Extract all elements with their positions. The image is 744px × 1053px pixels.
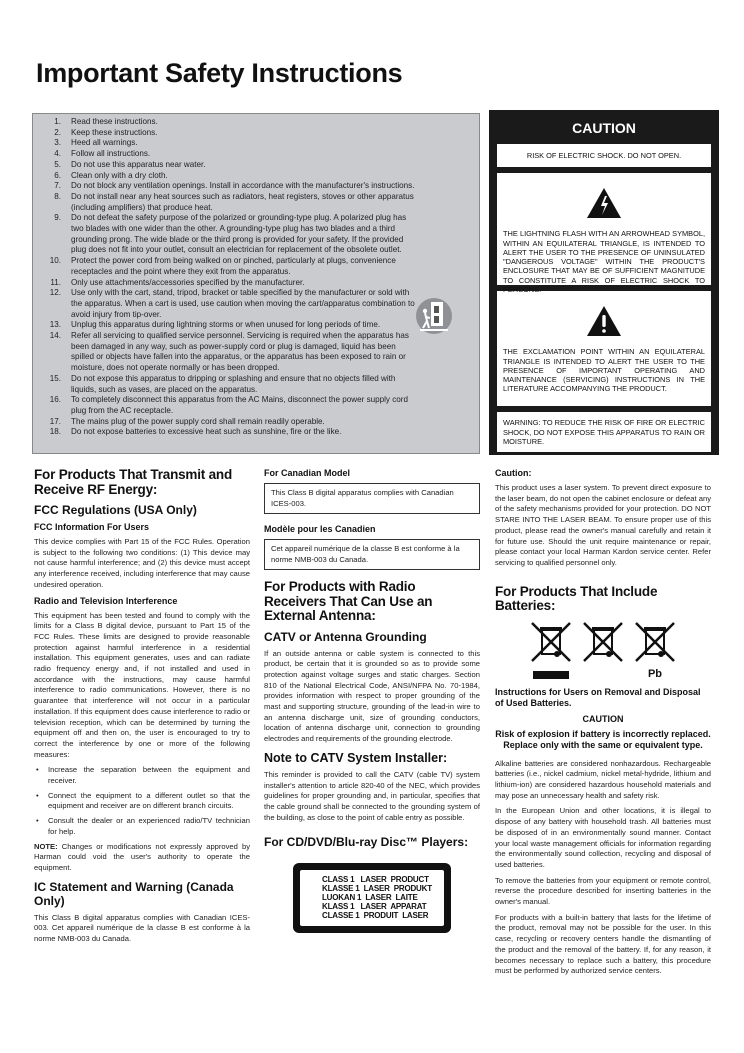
disposal-heading: Instructions for Users on Removal and Disposal of Used Batteries. bbox=[495, 686, 701, 708]
instruction-item bbox=[41, 128, 471, 139]
instruction-number: 1. bbox=[54, 117, 61, 126]
crossed-bin-icon bbox=[581, 620, 625, 664]
instruction-text: Read these instructions. bbox=[71, 117, 158, 126]
exclamation-warning-section bbox=[497, 291, 711, 406]
instruction-number: 2. bbox=[54, 127, 61, 137]
instruction-text: Only use attachments/accessories specified by the manufacturer. bbox=[71, 277, 305, 287]
laser-label-line: CLASSE 1 PRODUIT LASER bbox=[322, 911, 429, 921]
instruction-item bbox=[41, 117, 471, 128]
laser-caution-heading: Caution: bbox=[495, 468, 532, 478]
column-laser-batteries bbox=[495, 468, 711, 982]
crossed-bin-icon bbox=[529, 620, 573, 664]
instruction-text: Keep these instructions. bbox=[71, 127, 158, 137]
instruction-number: 15. bbox=[49, 373, 61, 383]
instruction-text: Do not use this apparatus near water. bbox=[71, 159, 206, 169]
instruction-text: The mains plug of the power supply cord shall remain readily operable. bbox=[71, 416, 325, 426]
instruction-number: 5. bbox=[54, 159, 61, 169]
laser-label-line: CLASS 1 LASER PRODUCT bbox=[322, 875, 429, 885]
measure-item: • Consult the dealer or an experienced radio/TV technician for help. bbox=[34, 816, 250, 837]
instruction-number: 16. bbox=[49, 395, 61, 405]
lightning-triangle-icon bbox=[586, 187, 622, 219]
instruction-number: 3. bbox=[54, 138, 61, 148]
radio-tv-interference-text: This equipment has been tested and found to comply with the limits for a Class B digital device, pursuant to Part 15 of the FCC Rules. These limits are designed to provide reasonable protection against harmful interference in a residential installation. This equipment generates, uses and can radiate radio frequency energy and, if not installed and used in accordance with the instructions, may cause harmful interference to radio communications. However, there is no guarantee that interference will not occur in a particular installation. If this equipment does cause interference to radio or television reception, which can be determined by turning the equipment off and then on, the user is encouraged to try to correct the interference by one or more of the following measures: bbox=[34, 610, 250, 759]
note-text: Changes or modifications not expressly approved by Harman could void the user's authority to operate the equipment. bbox=[34, 841, 250, 872]
instruction-number: 7. bbox=[54, 181, 61, 191]
instruction-number: 17. bbox=[49, 416, 61, 426]
exclamation-warning-text: THE EXCLAMATION POINT WITHIN AN EQUILATERAL TRIANGLE IS INTENDED TO ALERT THE USER TO THE PRESENCE OF IMPORTANT OPERATING AND MAINTENANCE (SERVICING) INSTRUCTIONS IN THE LITERATURE ACCOMPANYING THE PRODUCT. bbox=[503, 347, 705, 394]
rf-energy-heading: For Products That Transmit and Receive RF Energy: bbox=[34, 467, 233, 497]
crossed-bin-icon bbox=[633, 620, 677, 664]
disc-players-heading: For CD/DVD/Blu-ray Disc™ Players: bbox=[264, 835, 469, 850]
instruction-number: 11. bbox=[50, 277, 61, 287]
caution-title: CAUTION bbox=[572, 120, 636, 136]
note-label: NOTE: bbox=[34, 841, 58, 851]
interference-measures-list bbox=[34, 765, 250, 837]
ic-statement-text: This Class B digital apparatus complies with Canadian ICES-003. Cet appareil numérique de la classe B est conforme à la norme NMB-003 du Canada. bbox=[34, 912, 250, 944]
battery-paragraph: In the European Union and other locations, it is illegal to dispose of any battery with household trash. All batteries must be disposed of in an environmentally sound manner. Contact your local waste management officials for information regarding the environmentally sound collection, recycling and disposal of used batteries. bbox=[495, 806, 711, 869]
radio-receivers-heading: For Products with Radio Receivers That Can Use an External Antenna: bbox=[264, 579, 433, 623]
cart-tipover-warning-icon bbox=[414, 296, 454, 336]
fcc-info-text: This device complies with Part 15 of the FCC Rules. Operation is subject to the following two conditions: (1) This device may not cause harmful interference; and (2) this device must accept any interference received, including interference that may cause undesired operation. bbox=[34, 537, 250, 589]
instruction-item bbox=[41, 374, 471, 395]
instruction-text: Do not expose this apparatus to dripping or splashing and ensure that no objects filled with liquids, such as vases, are placed on the apparatus. bbox=[71, 373, 396, 394]
instruction-item bbox=[41, 256, 471, 277]
recycling-symbols bbox=[495, 620, 711, 679]
fire-shock-warning-text: WARNING: TO REDUCE THE RISK OF FIRE OR ELECTRIC SHOCK, DO NOT EXPOSE THIS APPARATUS TO RAIN OR MOISTURE. bbox=[497, 412, 711, 452]
lead-pb-label: Pb bbox=[647, 667, 663, 680]
instruction-text: Clean only with a dry cloth. bbox=[71, 170, 168, 180]
instruction-number: 13. bbox=[49, 320, 61, 330]
explosion-warning: Risk of explosion if battery is incorrectly replaced. Replace only with the same or equivalent type. bbox=[495, 728, 711, 751]
catv-grounding-heading: CATV or Antenna Grounding bbox=[264, 629, 427, 644]
instruction-item bbox=[41, 213, 471, 256]
radio-tv-interference-heading: Radio and Television Interference bbox=[34, 595, 178, 606]
instruction-item bbox=[41, 395, 471, 416]
canadian-model-box: This Class B digital apparatus complies with Canadian ICES-003. bbox=[264, 483, 480, 514]
instruction-item bbox=[41, 192, 471, 213]
battery-paragraph: To remove the batteries from your equipment or remote control, reverse the procedure described for inserting batteries in the owner's manual. bbox=[495, 875, 711, 907]
column-canada-antenna bbox=[264, 468, 480, 933]
instruction-text: Protect the power cord from being walked on or pinched, particularly at plugs, convenience receptacles and the point where they exit from the apparatus. bbox=[71, 256, 396, 276]
instruction-item bbox=[41, 427, 471, 438]
battery-paragraph: Alkaline batteries are considered nonhazardous. Rechargeable batteries (i.e., nickel cadmium, nickel metal-hydride, lithium and lithium-ion) are considered hazardous household materials and may pose an unnecessary health and safety risk. bbox=[495, 758, 711, 800]
battery-caution-label: CAUTION bbox=[582, 713, 624, 724]
lightning-warning-text: THE LIGHTNING FLASH WITH AN ARROWHEAD SYMBOL, WITHIN AN EQUILATERAL TRIANGLE, IS INTENDED TO ALERT THE USER TO THE PRESENCE OF UNINSULATED "DANGEROUS VOLTAGE" WITHIN THE PRODUCT'S ENCLOSURE THAT MAY BE OF SUFFICIENT MAGNITUDE TO CONSTITUTE A RISK OF ELECTRIC SHOCK TO PERSONS. bbox=[503, 229, 705, 295]
instruction-text: Do not defeat the safety purpose of the polarized or grounding-type plug. A polarized plug has two blades with one wider than the other. A grounding-type plug has two blades and a third grounding prong. The wide blade or the third prong is provided for your safety. If the provided plug does not fit into your outlet, consult an electrician for replacement of the obsolete outlet. bbox=[71, 213, 407, 255]
instruction-item bbox=[41, 278, 471, 289]
instruction-text: Use only with the cart, stand, tripod, bracket or table specified by the manufacturer or sold with the apparatus. When a cart is used, use caution when moving the cart/apparatus combination to avoid injury from tip-over. bbox=[71, 288, 415, 319]
instruction-number: 10. bbox=[49, 256, 61, 266]
fcc-note bbox=[34, 842, 250, 874]
instruction-item bbox=[41, 181, 471, 192]
caution-panel bbox=[489, 110, 719, 455]
instruction-item bbox=[41, 320, 471, 331]
instruction-text: Unplug this apparatus during lightning storms or when unused for long periods of time. bbox=[71, 320, 381, 330]
instruction-number: 14. bbox=[49, 331, 61, 341]
instruction-item bbox=[41, 288, 471, 320]
electric-shock-risk-text: RISK OF ELECTRIC SHOCK. DO NOT OPEN. bbox=[497, 144, 711, 167]
instruction-item bbox=[41, 171, 471, 182]
bin-underline-bar bbox=[533, 671, 569, 679]
instruction-text: Heed all warnings. bbox=[71, 138, 138, 148]
exclamation-triangle-icon bbox=[586, 305, 622, 337]
ic-statement-heading: IC Statement and Warning (Canada Only) bbox=[34, 879, 234, 908]
laser-product-label bbox=[293, 863, 451, 933]
measure-item: • Increase the separation between the equipment and receiver. bbox=[34, 765, 250, 786]
instruction-item bbox=[41, 160, 471, 171]
column-rf-energy bbox=[34, 468, 250, 950]
canadian-model-heading: For Canadian Model bbox=[264, 468, 351, 478]
instruction-text: To completely disconnect this apparatus from the AC Mains, disconnect the power supply cord plug from the AC receptacle. bbox=[71, 395, 408, 415]
instruction-number: 9. bbox=[54, 213, 61, 223]
instruction-item bbox=[41, 138, 471, 149]
instruction-item bbox=[41, 417, 471, 428]
instruction-text: Refer all servicing to qualified service personnel. Servicing is required when the apparatus has been damaged in any way, such as power-supply cord or plug is damaged, liquid has been spilled or objects have fallen into the apparatus, or the apparatus has been exposed to rain or moisture, does not operate normally or has been dropped. bbox=[71, 331, 409, 373]
instruction-number: 4. bbox=[54, 149, 61, 159]
modele-canadien-box: Cet appareil numérique de la classe B est conforme à la norme NMB-003 du Canada. bbox=[264, 539, 480, 570]
instruction-item bbox=[41, 331, 471, 374]
batteries-heading: For Products That Include Batteries: bbox=[495, 583, 658, 614]
fcc-regulations-heading: FCC Regulations (USA Only) bbox=[34, 503, 197, 517]
instruction-number: 18. bbox=[49, 427, 61, 437]
instruction-number: 8. bbox=[54, 191, 61, 201]
instructions-list bbox=[41, 117, 471, 438]
modele-canadien-heading: Modèle pour les Canadien bbox=[264, 524, 376, 534]
instruction-text: Follow all instructions. bbox=[71, 149, 151, 159]
measure-item: • Connect the equipment to a different outlet so that the equipment and receiver are on different branch circuits. bbox=[34, 791, 250, 812]
laser-caution-text: This product uses a laser system. To prevent direct exposure to the laser beam, do not open the cabinet enclosure or defeat any of the safety mechanisms provided for your protection. DO NOT STARE INTO THE LASER BEAM. To ensure proper use of this product, please read the owner's manual carefully and retain it for future use. Should the unit require maintenance or repair, please contact your local Harman Kardon service center. Refer servicing to qualified personnel only. bbox=[495, 483, 711, 567]
fcc-info-heading: FCC Information For Users bbox=[34, 522, 150, 532]
battery-paragraph: For products with a built-in battery that lasts for the lifetime of the product, removal may not be possible for the user. In this case, recycling or recovery centers handle the dismantling of the product and the removal of the battery. If, for any reason, it becomes necessary to replace such a battery, this procedure must be performed by authorized service centers. bbox=[495, 912, 711, 976]
page-title: Important Safety Instructions bbox=[36, 58, 403, 88]
laser-label-line: KLASS 1 LASER APPARAT bbox=[322, 902, 427, 912]
instruction-text: Do not expose batteries to excessive heat such as sunshine, fire or the like. bbox=[71, 427, 342, 437]
laser-label-line: KLASSE 1 LASER PRODUKT bbox=[322, 884, 432, 894]
instruction-item bbox=[41, 149, 471, 160]
catv-installer-heading: Note to CATV System Installer: bbox=[264, 750, 448, 765]
instruction-text: Do not install near any heat sources such as radiators, heat registers, stoves or other apparatus (including amplifiers) that produce heat. bbox=[71, 191, 414, 212]
safety-instructions-box bbox=[32, 113, 480, 454]
catv-installer-text: This reminder is provided to call the CATV (cable TV) system installer's attention to article 820-40 of the NEC, which provides guidelines for proper grounding and, in particular, specifies that the cable ground shall be connected to the grounding system of the building, as close to the point of cable entry as possible. bbox=[264, 769, 480, 822]
instruction-number: 6. bbox=[54, 170, 61, 180]
instruction-number: 12. bbox=[49, 288, 61, 298]
laser-label-line: LUOKAN 1 LASER LAITE bbox=[322, 893, 418, 903]
instruction-text: Do not block any ventilation openings. Install in accordance with the manufacturer's instructions. bbox=[71, 181, 415, 191]
lightning-warning-section bbox=[497, 173, 711, 295]
catv-grounding-text: If an outside antenna or cable system is connected to this product, be certain that it is grounded so as to provide some protection against voltage surges and static charges. Section 810 of the National Electrical Code, ANSI/NFPA No. 70-1984, provides information with respect to proper grounding of the mast and supporting structure, grounding of the lead-in wire to an antenna discharge unit, size of grounding conductors, location of antenna discharge unit, connection to grounding electrodes and requirements of the grounding electrode. bbox=[264, 648, 480, 744]
